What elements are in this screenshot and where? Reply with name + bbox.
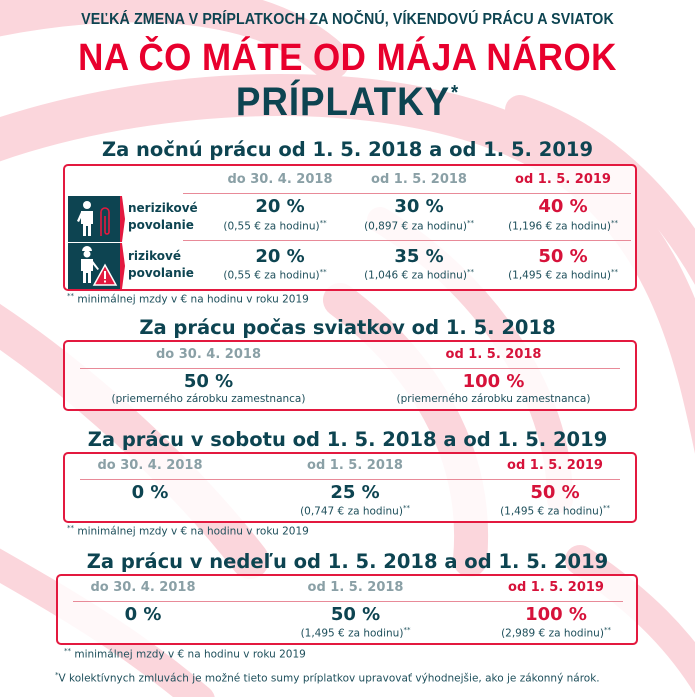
- col-header-old: do 30. 4. 2018: [90, 580, 196, 595]
- footnote-text: minimálnej mzdy v € na hodinu v roku 2019: [77, 525, 309, 538]
- night-risky-2018-note: [345, 268, 493, 282]
- note-text: (1,046 € za hodinu): [364, 269, 467, 282]
- note-text: (1,495 € za hodinu): [500, 505, 603, 518]
- sunday-footnote: [64, 647, 306, 661]
- note-text: (1,495 € za hodinu): [300, 627, 404, 640]
- sunday-old-pct: 0 %: [124, 604, 162, 625]
- night-footnote: [67, 292, 309, 306]
- col-header-2018: od 1. 5. 2018: [445, 347, 542, 362]
- job-label-line2: povolanie: [128, 266, 194, 280]
- sunday-2019-note: [476, 626, 636, 640]
- holiday-table: [63, 340, 637, 411]
- night-risky-2019-pct: 50 %: [538, 246, 588, 267]
- holiday-old-note: (priemerného zárobku zamestnanca): [111, 393, 306, 405]
- footnote-mark: **: [67, 524, 74, 532]
- col-header-old: do 30. 4. 2018: [155, 347, 261, 362]
- note-mark: **: [403, 626, 411, 634]
- note-mark: **: [610, 219, 618, 227]
- night-risky-old-pct: 20 %: [255, 246, 305, 267]
- note-text: (0,55 € za hodinu): [223, 269, 320, 282]
- night-table: [63, 164, 637, 291]
- section-title-night: Za nočnú prácu od 1. 5. 2018 a od 1. 5. 2019: [101, 138, 594, 161]
- night-nonrisky-2018-pct: 30 %: [394, 196, 444, 217]
- disclaimer: [55, 671, 600, 685]
- sunday-2018-note: [243, 626, 468, 640]
- saturday-table: [63, 452, 637, 523]
- note-text: (0,55 € za hodinu): [223, 220, 320, 233]
- footnote-mark: **: [64, 647, 71, 655]
- night-risky-2019-note: [489, 268, 637, 282]
- sunday-2018-pct: 50 %: [330, 604, 381, 625]
- night-nonrisky-2019-note: [489, 219, 637, 233]
- note-mark: **: [602, 504, 610, 512]
- note-mark: **: [402, 504, 410, 512]
- headline: NA ČO MÁTE OD MÁJA NÁROK: [78, 37, 617, 79]
- job-label-line1: nerizikové: [128, 201, 198, 215]
- saturday-old-pct: 0 %: [131, 482, 169, 503]
- col-header-2019: od 1. 5. 2019: [515, 172, 611, 187]
- saturday-2018-note: [245, 504, 465, 518]
- divider: [80, 479, 620, 480]
- job-label-line1: rizikové: [128, 249, 181, 263]
- footnote-text: minimálnej mzdy v € na hodinu v roku 2019: [77, 293, 309, 306]
- note-text: (0,897 € za hodinu): [364, 220, 467, 233]
- note-mark: **: [319, 219, 327, 227]
- section-title-holiday: Za prácu počas sviatkov od 1. 5. 2018: [139, 316, 556, 339]
- holiday-2018-pct: 100 %: [462, 371, 525, 392]
- footnote-text: minimálnej mzdy v € na hodinu v roku 2019: [74, 648, 306, 661]
- job-label-risky: [128, 248, 194, 282]
- divider: [73, 601, 623, 602]
- night-nonrisky-2019-pct: 40 %: [538, 196, 588, 217]
- col-header-2019: od 1. 5. 2019: [507, 458, 603, 473]
- note-text: (1,495 € za hodinu): [508, 269, 611, 282]
- col-header-2019: od 1. 5. 2019: [508, 580, 604, 595]
- worker-with-hazard-sign-icon: [68, 243, 120, 289]
- section-title-saturday: Za prácu v sobotu od 1. 5. 2018 a od 1. 5. 2019: [87, 428, 608, 451]
- holiday-old-pct: 50 %: [183, 371, 234, 392]
- divider: [183, 240, 631, 241]
- subhead: [28, 80, 667, 125]
- col-header-old: do 30. 4. 2018: [97, 458, 203, 473]
- note-mark: **: [466, 219, 474, 227]
- night-nonrisky-2018-note: [345, 219, 493, 233]
- col-header-old: do 30. 4. 2018: [227, 172, 333, 187]
- note-mark: **: [610, 268, 618, 276]
- note-mark: **: [466, 268, 474, 276]
- note-text: (0,747 € za hodinu): [300, 505, 403, 518]
- section-title-sunday: Za prácu v nedeľu od 1. 5. 2018 a od 1. 5. 2019: [86, 550, 609, 573]
- holiday-2018-note: (priemerného zárobku zamestnanca): [396, 393, 591, 405]
- col-header-2018: od 1. 5. 2018: [307, 458, 403, 473]
- divider: [80, 368, 620, 369]
- kicker-title: VEĽKÁ ZMENA V PRÍPLATKOCH ZA NOČNÚ, VÍKENDOVÚ PRÁCU A SVIATOK: [81, 11, 614, 28]
- col-header-2018: od 1. 5. 2018: [307, 580, 404, 595]
- night-risky-2018-pct: 35 %: [394, 246, 444, 267]
- note-text: (1,196 € za hodinu): [508, 220, 611, 233]
- worker-with-paperclip-icon: [68, 196, 120, 242]
- night-nonrisky-old-note: [205, 219, 345, 233]
- note-mark: **: [319, 268, 327, 276]
- note-text: (2,989 € za hodinu): [501, 627, 604, 640]
- disclaimer-mark: *: [55, 671, 59, 679]
- disclaimer-text: V kolektívnych zmluvách je možné tieto sumy príplatkov upravovať výhodnejšie, ako je zákonný nárok.: [58, 672, 600, 685]
- subhead-text: PRÍPLATKY: [235, 80, 451, 124]
- saturday-2018-pct: 25 %: [330, 482, 380, 503]
- footnote-mark: **: [67, 292, 74, 300]
- night-risky-old-note: [205, 268, 345, 282]
- saturday-footnote: [67, 524, 309, 538]
- subhead-asterisk: *: [450, 82, 460, 104]
- sunday-2019-pct: 100 %: [525, 604, 587, 625]
- sunday-table: [56, 574, 638, 645]
- saturday-2019-pct: 50 %: [530, 482, 580, 503]
- job-label-line2: povolanie: [128, 218, 194, 232]
- note-mark: **: [603, 626, 611, 634]
- divider: [183, 193, 631, 194]
- job-label-nonrisky: [128, 200, 198, 234]
- saturday-2019-note: [475, 504, 635, 518]
- night-nonrisky-old-pct: 20 %: [255, 196, 305, 217]
- col-header-2018: od 1. 5. 2018: [371, 172, 467, 187]
